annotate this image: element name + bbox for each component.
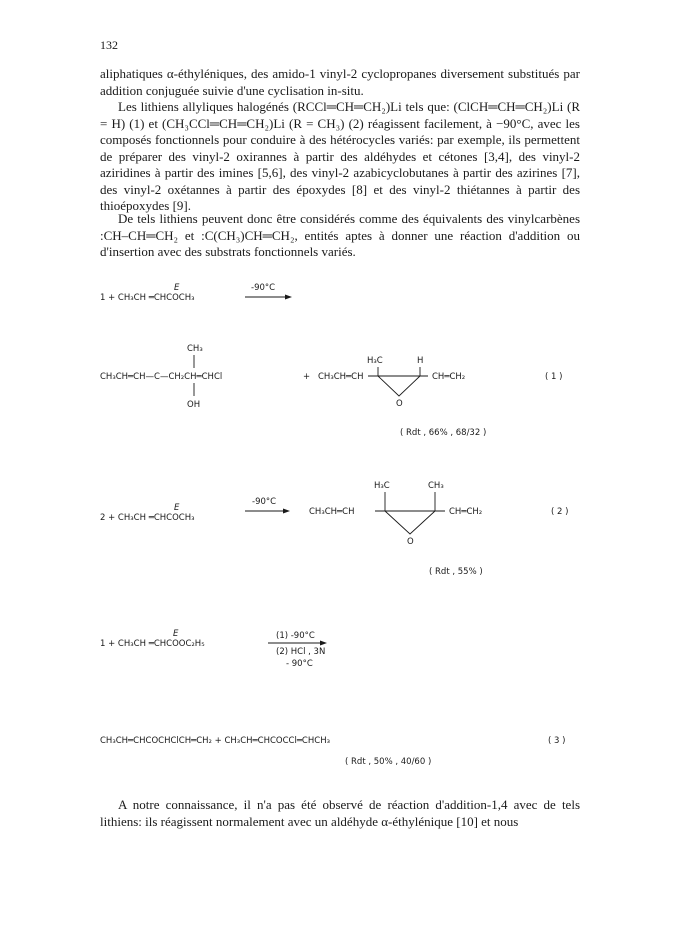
r3-yield: ( Rdt , 50% , 40/60 ) bbox=[345, 757, 432, 767]
paragraph-vinylcarbenes: De tels lithiens peuvent donc être considérés comme des équivalents des vinylcarbènes :CH–CH═CH₂ et :C(CH₃)CH═CH₂, entités aptes à donner une réaction d'addition ou d'insertion avec des substrats fonctionnels variés. bbox=[100, 211, 580, 259]
r2-e-label: E bbox=[174, 503, 180, 513]
r2-arrowhead bbox=[283, 509, 290, 514]
r2-ch3: CH₃ bbox=[428, 481, 444, 491]
r1-ch3-top: CH₃ bbox=[187, 344, 203, 354]
r2-h3c: H₃C bbox=[374, 481, 390, 491]
r2-reactants: 2 + CH₃CH ═CHCOCH₃ bbox=[100, 513, 195, 523]
r1-oh: OH bbox=[187, 400, 201, 410]
r3-arrowhead bbox=[320, 641, 327, 646]
r3-reactants: 1 + CH₃CH ═CHCOOC₂H₅ bbox=[100, 639, 205, 649]
r2-ring-co-bonds bbox=[385, 511, 435, 534]
paragraph-continuation: aliphatiques α-éthyléniques, des amido-1 vinyl-2 cyclopropanes diversement substitués par addition conjuguée suivie d'une cyclisation in-situ. bbox=[100, 66, 580, 98]
r1-h: H bbox=[417, 356, 424, 366]
reaction-scheme-1 bbox=[95, 278, 595, 446]
r1-ring-co-bonds bbox=[378, 376, 420, 396]
page-number: 132 bbox=[100, 38, 118, 52]
reaction-scheme-3 bbox=[95, 612, 595, 772]
r1-e-label: E bbox=[174, 283, 180, 293]
r3-condition-2: (2) HCl , 3N bbox=[276, 647, 326, 657]
r2-equation-number: ( 2 ) bbox=[551, 507, 569, 517]
r2-ring-oxygen: O bbox=[407, 537, 414, 547]
r3-condition-1: (1) -90°C bbox=[276, 631, 315, 641]
r1-reactants: 1 + CH₃CH ═CHCOCH₃ bbox=[100, 293, 195, 303]
r3-condition-3: - 90°C bbox=[286, 659, 313, 669]
paragraph-conclusion: A notre connaissance, il n'a pas été observé de réaction d'addition-1,4 avec de tels lithiens: ils réagissent normalement avec un aldéhyde α-éthylénique [10] et nous bbox=[100, 797, 580, 829]
r1-h3c: H₃C bbox=[367, 356, 383, 366]
r2-yield: ( Rdt , 55% ) bbox=[429, 567, 483, 577]
r2-product-right: CH═CH₂ bbox=[449, 507, 483, 517]
r1-product-a-chain: CH₃CH═CH—C—CH₂CH═CHCl bbox=[100, 372, 223, 382]
r2-product-left: CH₃CH═CH bbox=[309, 507, 355, 517]
r1-ring-oxygen: O bbox=[396, 399, 403, 409]
r3-e-label: E bbox=[173, 629, 179, 639]
r1-product-b-right: CH═CH₂ bbox=[432, 372, 466, 382]
r1-plus: + bbox=[303, 372, 311, 382]
r1-equation-number: ( 1 ) bbox=[545, 372, 563, 382]
r1-yield: ( Rdt , 66% , 68/32 ) bbox=[400, 428, 487, 438]
r1-product-b-left: CH₃CH═CH bbox=[318, 372, 364, 382]
paragraph-allyl-lithiums: Les lithiens allyliques halogénés (RCCl═CH═CH₂)Li tels que: (ClCH═CH═CH₂)Li (R = H) (1) et (CH₃CCl═CH═CH₂)Li (R = CH₃) (2) réagissent facilement, à −90°C, avec les composés fonctionnels pour conduire à des hétérocycles variés: par exemple, ils permettent de préparer des vinyl-2 oxirannes à partir des aldéhydes et cétones [3,4], des vinyl-2 aziridines à partir des imines [5,6], des vinyl-2 azabicyclobutanes à partir des azirines [7], des vinyl-2 oxétannes à partir des époxydes [8] et des vinyl-2 thiétannes à partir des thioépoxydes [9]. bbox=[100, 99, 580, 213]
r3-equation-number: ( 3 ) bbox=[548, 736, 566, 746]
reaction-scheme-2 bbox=[95, 472, 595, 584]
r3-products: CH₃CH═CHCOCHClCH═CH₂ + CH₃CH═CHCOCCl═CHCH₃ bbox=[100, 736, 330, 746]
r1-arrowhead bbox=[285, 295, 292, 300]
r1-condition: -90°C bbox=[251, 283, 276, 293]
r2-condition: -90°C bbox=[252, 497, 277, 507]
